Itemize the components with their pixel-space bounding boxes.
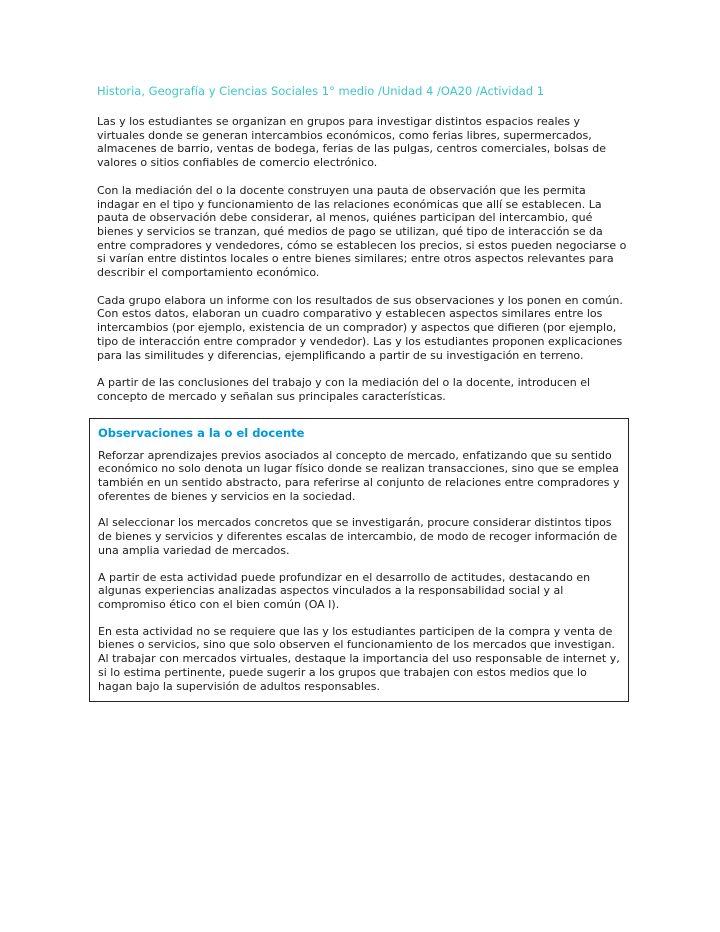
body-paragraph-2: Con la mediación del o la docente construyen una pauta de observación que les permita indagar en el tipo y funcionamiento de las relaciones económicas que allí se establecen. La pauta de observación debe considerar, al menos, quiénes participan del intercambio, qué bienes y servicios se tranzan, qué medios de pago se utilizan, qué tipo de interacción se da entre compradores y vendedores, cómo se establecen los precios, si estos pueden negociarse o si varían entre distintos locales o entre bienes similares; entre otros aspectos relevantes para describir el comportamiento económico. xyxy=(97,183,627,280)
body-paragraph-1: Las y los estudiantes se organizan en grupos para investigar distintos espacios reales y virtuales donde se generan intercambios económicos, como ferias libres, supermercados, almacenes de barrio, ventas de bodega, ferias de las pulgas, centros comerciales, bolsas de valores o sitios confiables de comercio electrónico. xyxy=(97,115,606,170)
document-title: Historia, Geografía y Ciencias Sociales 1° medio /Unidad 4 /OA20 /Actividad 1 xyxy=(97,84,545,98)
body-paragraph-4: A partir de las conclusiones del trabajo y con la mediación del o la docente, introducen el concepto de mercado y señalan sus principales características. xyxy=(97,376,591,403)
teacher-observations-box xyxy=(89,418,629,703)
document-content xyxy=(97,84,628,702)
note-paragraph-2: Al seleccionar los mercados concretos que se investigarán, procure considerar distintos tipos de bienes y servicios y diferentes escalas de intercambio, de modo de recoger información de una amplia variedad de mercados. xyxy=(98,516,618,557)
note-paragraph-3: A partir de esta actividad puede profundizar en el desarrollo de actitudes, destacando en algunas experiencias analizadas aspectos vinculados a la responsabilidad social y al compromiso ético con el bien común (OA I). xyxy=(98,570,591,611)
note-paragraph-1: Reforzar aprendizajes previos asociados al concepto de mercado, enfatizando que su sentido económico no solo denota un lugar físico donde se realizan transacciones, sino que se emplea también en un sentido abstracto, para referirse al conjunto de relaciones entre compradores y oferentes de bienes y servicios en la sociedad. xyxy=(98,448,620,503)
body-paragraph-3: Cada grupo elabora un informe con los resultados de sus observaciones y los ponen en común. Con estos datos, elaboran un cuadro comparativo y establecen aspectos similares entre los intercambios (por ejemplo, existencia de un comprador) y aspectos que difieren (por ejemplo, tipo de interacción entre comprador y vendedor). Las y los estudiantes proponen explicaciones para las similitudes y diferencias, ejemplificando a partir de su investigación en terreno. xyxy=(97,293,623,362)
note-paragraph-4: En esta actividad no se requiere que las y los estudiantes participen de la compra y venta de bienes o servicios, sino que solo observen el funcionamiento de los mercados que investigan. Al trabajar con mercados virtuales, destaque la importancia del uso responsable de internet y, si lo estima pertinente, puede sugerir a los grupos que trabajen con estos medios que lo hagan bajo la supervisión de adultos responsables. xyxy=(98,624,620,693)
teacher-observations-heading: Observaciones a la o el docente xyxy=(98,425,305,440)
